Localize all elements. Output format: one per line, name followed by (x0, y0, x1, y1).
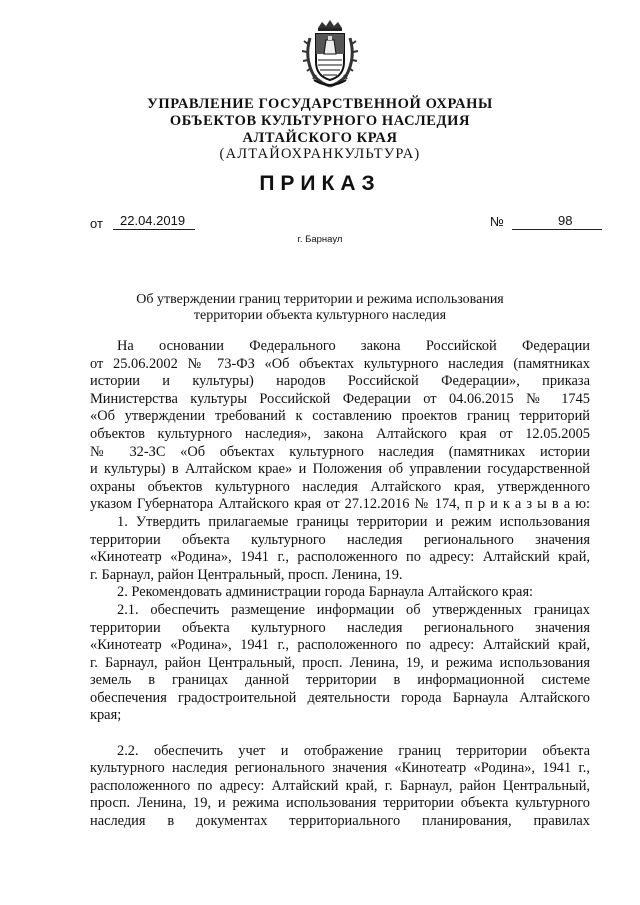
subject-line-2: территории объекта культурного наследия (193, 308, 447, 323)
body-text-line: территории объекта культурного наследия регионального значения (90, 619, 590, 636)
document-body (90, 338, 590, 831)
document-subject (60, 292, 580, 324)
body-text-line: от 25.06.2002 № 73-ФЗ «Об объектах культурного наследия (памятниках (90, 355, 590, 372)
body-text-line: объектов культурного наследия», закона Алтайского края от 12.05.2005 (90, 425, 590, 442)
city-label: г. Барнаул (297, 234, 343, 245)
date-underline (113, 229, 195, 230)
org-name-line-3: АЛТАЙСКОГО КРАЯ (242, 130, 398, 146)
body-text-line: культурного наследия регионального значения «Кинотеатр «Родина», 1941 г., (90, 760, 590, 777)
body-text-line: «Кинотеатр «Родина», 1941 г., расположенного по адресу: Алтайский край, (90, 637, 590, 654)
body-text-line: наследия в документах территориального планирования, правилах (90, 813, 590, 830)
body-text-line: просп. Ленина, 19, и режима использования территории объекта культурного (90, 795, 590, 812)
body-text-line: «Кинотеатр «Родина», 1941 г., расположенного по адресу: Алтайский край, (90, 549, 590, 566)
document-date: 22.04.2019 (120, 213, 186, 228)
body-text-line: 2.2. обеспечить учет и отображение границ территории объекта (117, 742, 590, 759)
number-underline (512, 229, 602, 230)
document-number: 98 (558, 213, 573, 228)
body-text-line: г. Барнаул, район Центральный, просп. Ленина, 19, и режима использования (90, 654, 590, 671)
body-text-line: обеспечения градостроительной деятельности города Барнаула Алтайского (90, 689, 590, 706)
body-text-line: истории и культуры) народов Российской Федерации», приказа (90, 373, 590, 390)
body-text-line: 1. Утвердить прилагаемые границы территории и режим использования (117, 513, 590, 530)
org-abbreviation: (АЛТАЙОХРАНКУЛЬТУРА) (219, 146, 421, 162)
date-prefix: от (90, 216, 103, 231)
org-name-line-1: УПРАВЛЕНИЕ ГОСУДАРСТВЕННОЙ ОХРАНЫ (147, 96, 493, 112)
body-text-line: земель в границах данной территории в информационной системе (90, 672, 590, 689)
body-text-line: охраны объектов культурного наследия Алтайского края, утвержденного (90, 478, 590, 495)
body-text-line: 2. Рекомендовать администрации города Барнаула Алтайского края: (117, 584, 534, 601)
number-prefix: № (490, 214, 504, 229)
body-text-line: Министерства культуры Российской Федерации от 04.06.2015 № 1745 (90, 390, 590, 407)
body-text-line: г. Барнаул, район Центральный, просп. Ленина, 19. (90, 566, 403, 583)
body-text-line: территории объекта культурного наследия регионального значения (90, 531, 590, 548)
body-text-line: 2.1. обеспечить размещение информации об утвержденных границах (117, 601, 590, 618)
body-text-line: «Об утверждении требований к составлению проектов границ территорий (90, 408, 590, 425)
body-blank-line (90, 725, 590, 743)
body-text-line: и культуры) в Алтайском крае» и Положения об управлении государственной (90, 461, 590, 478)
subject-line-1: Об утверждении границ территории и режима использования (136, 292, 504, 307)
body-text-line: № 32-ЗС «Об объектах культурного наследия (памятниках истории (90, 443, 590, 460)
document-title: ПРИКАЗ (259, 172, 381, 195)
body-text-line: расположенного по адресу: Алтайский край, г. Барнаул, район Центральный, (90, 777, 590, 794)
altai-krai-coat-of-arms-icon (300, 18, 360, 90)
body-text-line: края; (90, 707, 122, 724)
body-text-line: указом Губернатора Алтайского края от 27.12.2016 № 174, п р и к а з ы в а ю: (90, 496, 590, 513)
body-text-line: На основании Федерального закона Российской Федерации (117, 338, 590, 354)
org-name-line-2: ОБЪЕКТОВ КУЛЬТУРНОГО НАСЛЕДИЯ (169, 113, 471, 129)
